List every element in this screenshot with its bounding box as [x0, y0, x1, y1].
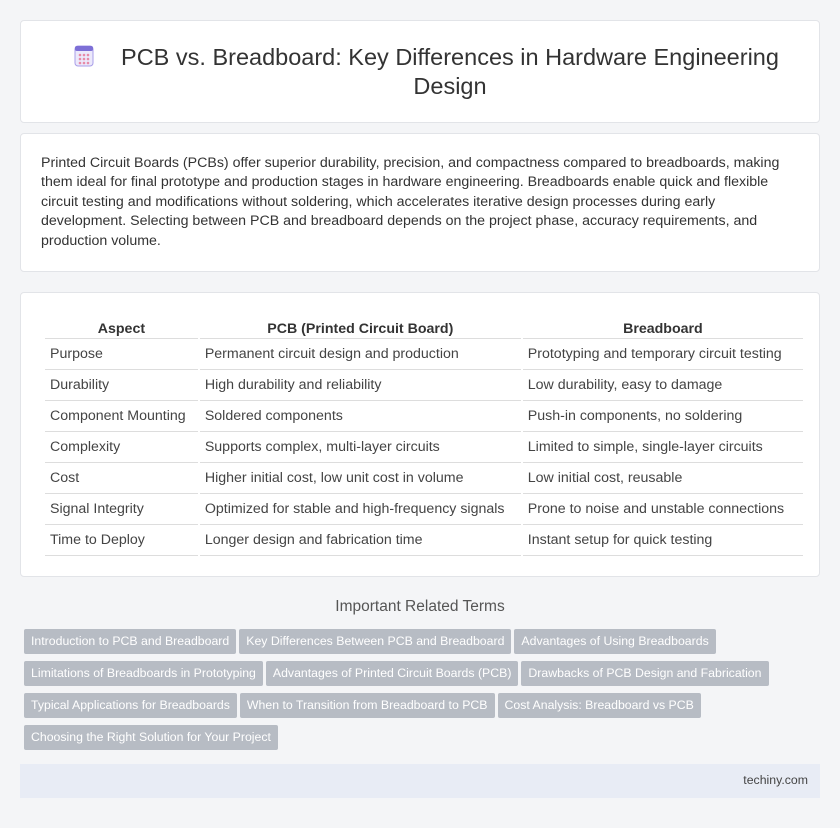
table-row [45, 432, 803, 463]
related-term-tag[interactable]: Limitations of Breadboards in Prototyping [24, 661, 263, 686]
related-terms-title: Important Related Terms [335, 598, 505, 615]
footer [20, 764, 820, 798]
related-term-tag[interactable]: Typical Applications for Breadboards [24, 693, 237, 718]
cell-breadboard: Prototyping and temporary circuit testing [523, 339, 803, 370]
header-pcb: PCB (Printed Circuit Board) [200, 313, 521, 339]
cell-pcb: Supports complex, multi-layer circuits [200, 432, 521, 463]
cell-breadboard: Limited to simple, single-layer circuits [523, 432, 803, 463]
cell-breadboard: Low initial cost, reusable [523, 463, 803, 494]
table-row [45, 525, 803, 556]
table-row [45, 463, 803, 494]
header-aspect: Aspect [45, 313, 198, 339]
related-term-tag[interactable]: Advantages of Printed Circuit Boards (PCB) [266, 661, 519, 686]
cell-breadboard: Prone to noise and unstable connections [523, 494, 803, 525]
related-term-tag[interactable]: Advantages of Using Breadboards [514, 629, 715, 654]
related-term-tag[interactable]: Introduction to PCB and Breadboard [24, 629, 236, 654]
cell-aspect: Durability [45, 370, 198, 401]
intro-paragraph: Printed Circuit Boards (PCBs) offer superior durability, precision, and compactness compared to breadboards, making them ideal for final prototype and production stages in hardware engineering. Breadboards enable quick and flexible circuit testing and modifications without soldering, which accelerates iterative design processes during early development. Selecting between PCB and breadboard depends on the project phase, accuracy requirements, and production volume. [41, 155, 780, 249]
tag-row [24, 661, 804, 693]
comparison-card [20, 292, 820, 577]
cell-pcb: Longer design and fabrication time [200, 525, 521, 556]
cell-breadboard: Push-in components, no soldering [523, 401, 803, 432]
cell-aspect: Signal Integrity [45, 494, 198, 525]
table-row [45, 370, 803, 401]
cell-pcb: Soldered components [200, 401, 521, 432]
cell-breadboard: Low durability, easy to damage [523, 370, 803, 401]
cell-pcb: Optimized for stable and high-frequency signals [200, 494, 521, 525]
cell-aspect: Component Mounting [45, 401, 198, 432]
tag-row [24, 693, 804, 725]
related-term-tag[interactable]: Key Differences Between PCB and Breadboard [239, 629, 511, 654]
cell-pcb: High durability and reliability [200, 370, 521, 401]
cell-aspect: Time to Deploy [45, 525, 198, 556]
cell-pcb: Higher initial cost, low unit cost in volume [200, 463, 521, 494]
cell-pcb: Permanent circuit design and production [200, 339, 521, 370]
related-term-tag[interactable]: When to Transition from Breadboard to PCB [240, 693, 495, 718]
related-term-tag[interactable]: Drawbacks of PCB Design and Fabrication [521, 661, 768, 686]
title-card [20, 20, 820, 123]
tag-row [24, 629, 804, 661]
related-terms-list [24, 629, 804, 757]
table-row [45, 339, 803, 370]
cell-aspect: Cost [45, 463, 198, 494]
table-row [45, 494, 803, 525]
cell-breadboard: Instant setup for quick testing [523, 525, 803, 556]
header-breadboard: Breadboard [523, 313, 803, 339]
comparison-table [43, 313, 805, 556]
table-header-row [45, 313, 803, 339]
intro-card [20, 133, 820, 272]
table-row [45, 401, 803, 432]
cell-aspect: Complexity [45, 432, 198, 463]
related-term-tag[interactable]: Choosing the Right Solution for Your Project [24, 725, 278, 750]
related-term-tag[interactable]: Cost Analysis: Breadboard vs PCB [498, 693, 701, 718]
cell-aspect: Purpose [45, 339, 198, 370]
tag-row [24, 725, 804, 757]
page-title: PCB vs. Breadboard: Key Differences in Hardware Engineering Design [121, 44, 779, 99]
footer-site[interactable]: techiny.com [743, 773, 808, 787]
